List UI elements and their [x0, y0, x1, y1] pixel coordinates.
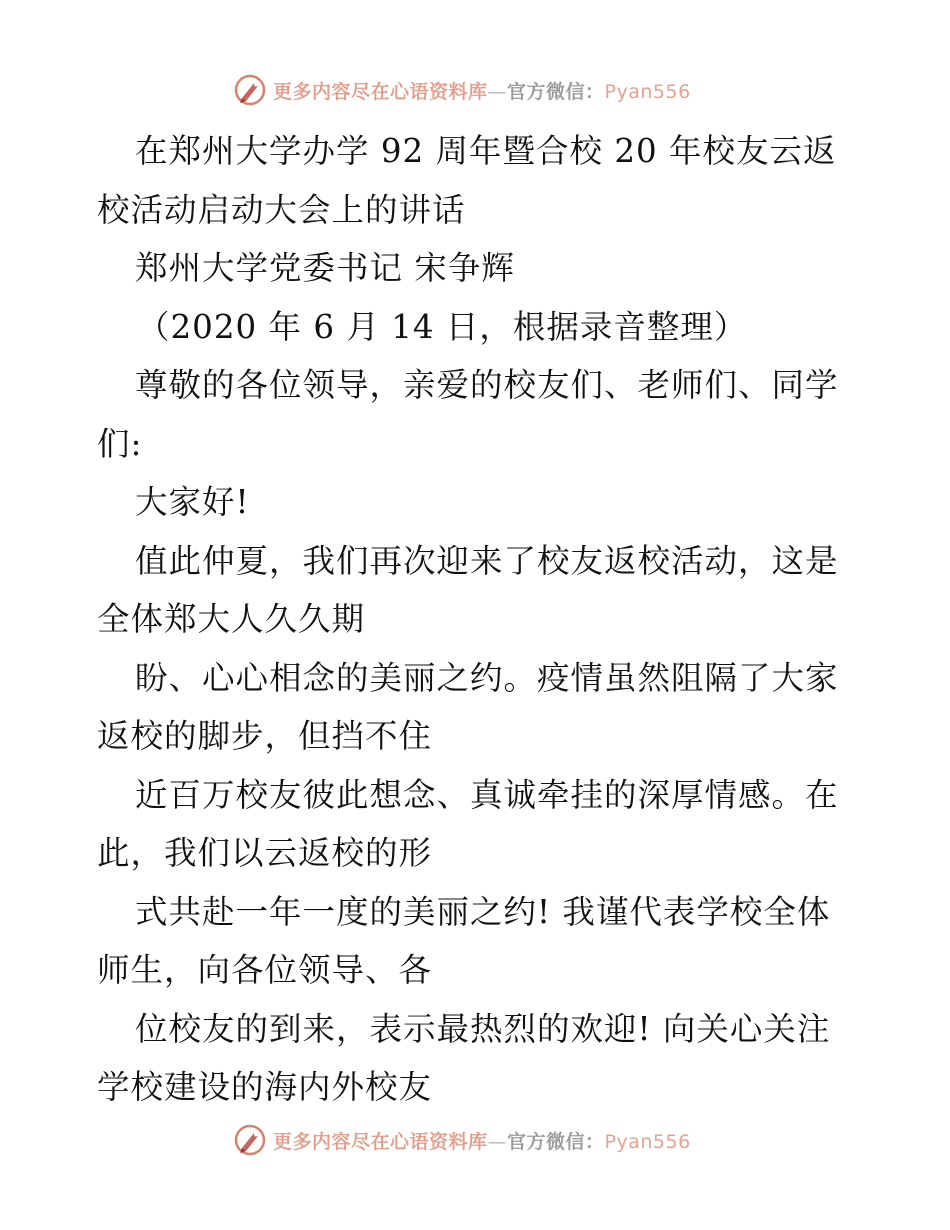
pen-logo-icon: [233, 1123, 267, 1157]
watermark-header: [233, 73, 753, 107]
watermark-footer: [233, 1123, 753, 1157]
speech-title: 在郑州大学办学 92 周年暨合校 20 年校友云返校活动启动大会上的讲话: [97, 132, 837, 229]
speaker-line: 郑州大学党委书记 宋争辉: [135, 249, 515, 287]
watermark-text: 更多内容尽在心语资料库—官方微信：Pyan556: [273, 1130, 691, 1153]
body-paragraph: 式共赴一年一度的美丽之约! 我谨代表学校全体师生，向各位领导、各: [97, 892, 831, 989]
document-body: [97, 122, 853, 1117]
body-paragraph: 值此仲夏，我们再次迎来了校友返校活动，这是全体郑大人久久期: [97, 541, 839, 638]
watermark-text: 更多内容尽在心语资料库—官方微信：Pyan556: [273, 80, 691, 103]
body-paragraph: 近百万校友彼此想念、真诚牵挂的深厚情感。在此，我们以云返校的形: [97, 775, 839, 872]
greeting: 大家好!: [135, 483, 250, 521]
salutation: 尊敬的各位领导，亲爱的校友们、老师们、同学们:: [97, 366, 839, 463]
body-paragraph: 位校友的到来，表示最热烈的欢迎! 向关心关注学校建设的海内外校友: [97, 1009, 831, 1106]
pen-logo-icon: [233, 73, 267, 107]
body-paragraph: 盼、心心相念的美丽之约。疫情虽然阻隔了大家返校的脚步，但挡不住: [97, 658, 839, 755]
date-note: （2020 年 6 月 14 日，根据录音整理）: [137, 307, 748, 346]
